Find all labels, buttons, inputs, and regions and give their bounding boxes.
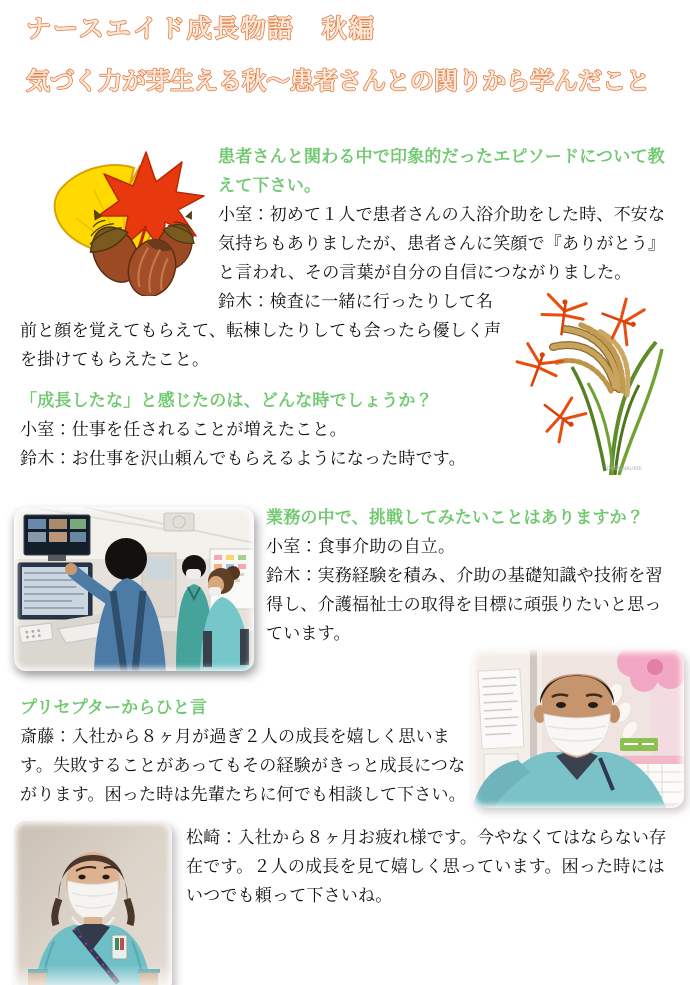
page-title [24,10,674,44]
section-episode [20,98,670,473]
watermark-text: DESIGNALIKIE [607,466,642,472]
answer-challenge-komuro: 小室：食事介助の自立。 [266,537,456,556]
question-growth: 「成長したな」と感じたのは、どんな時でしょうか？ [20,391,433,410]
question-episode: 患者さんと関わる中で印象的だったエピソードについて教えて下さい。 [218,147,665,195]
autumn-leaves-acorns-icon [28,146,208,296]
selfie-photo-art [472,650,684,808]
comment-saito: 斎藤：入社から８ヶ月が過ぎ２人の成長を嬉しく思います。失敗することがあってもその経験がきっと成長につながります。困った時は先輩たちに何でも相談して下さい。 [20,727,466,804]
dragonfly-icon [533,388,587,442]
page-title-text: ナースエイド成長物語 秋編 [26,15,376,43]
answer-episode-komuro: 小室：初めて１人で患者さんの入浴介助をした時、不安な気持ちもありましたが、患者さんに笑顔で『ありがとう』と言われ、その言葉が自分の自信につながりました。 [218,205,666,282]
nurse-station-photo-art [14,507,254,671]
answer-growth-komuro: 小室：仕事を任されることが増えたこと。 [20,420,347,439]
autumn-illustration [28,146,208,296]
preceptor-heading: プリセプターからひと言 [20,698,208,717]
rice-dragonfly-illustration [515,287,670,477]
portrait-photo-art [14,821,172,985]
question-challenge: 業務の中で、挑戦してみたいことはありますか？ [266,508,645,527]
photo-preceptor-selfie [472,650,684,808]
photo-matsuzaki-portrait [14,821,172,985]
page-subtitle-text: 気づく力が芽生える秋～患者さんとの関りから学んだこと [26,68,650,95]
answer-growth-suzuki: 鈴木：お仕事を沢山頼んでもらえるようになった時です。 [20,449,466,468]
answer-challenge-suzuki: 鈴木：実務経験を積み、介助の基礎知識や技術を習得し、介護福祉士の取得を目標に頑張りたいと思っています。 [266,566,663,643]
dragonflies-rice-icon [515,287,670,477]
photo-nurse-station [14,507,254,671]
section-challenge [20,481,670,648]
page-subtitle [24,62,674,98]
answer-episode-suzuki: 鈴木：検査に一緒に行ったりして名前と顔を覚えてもらえて、転棟したりしても会ったら優しく声を掛けてもらえたこと。 [20,292,502,369]
comment-matsuzaki: 松崎：入社から８ヶ月お疲れ様です。今やなくてはならない存在です。２人の成長を見て嬉しく思っています。困った時にはいつでも頼って下さいね。 [186,828,667,905]
